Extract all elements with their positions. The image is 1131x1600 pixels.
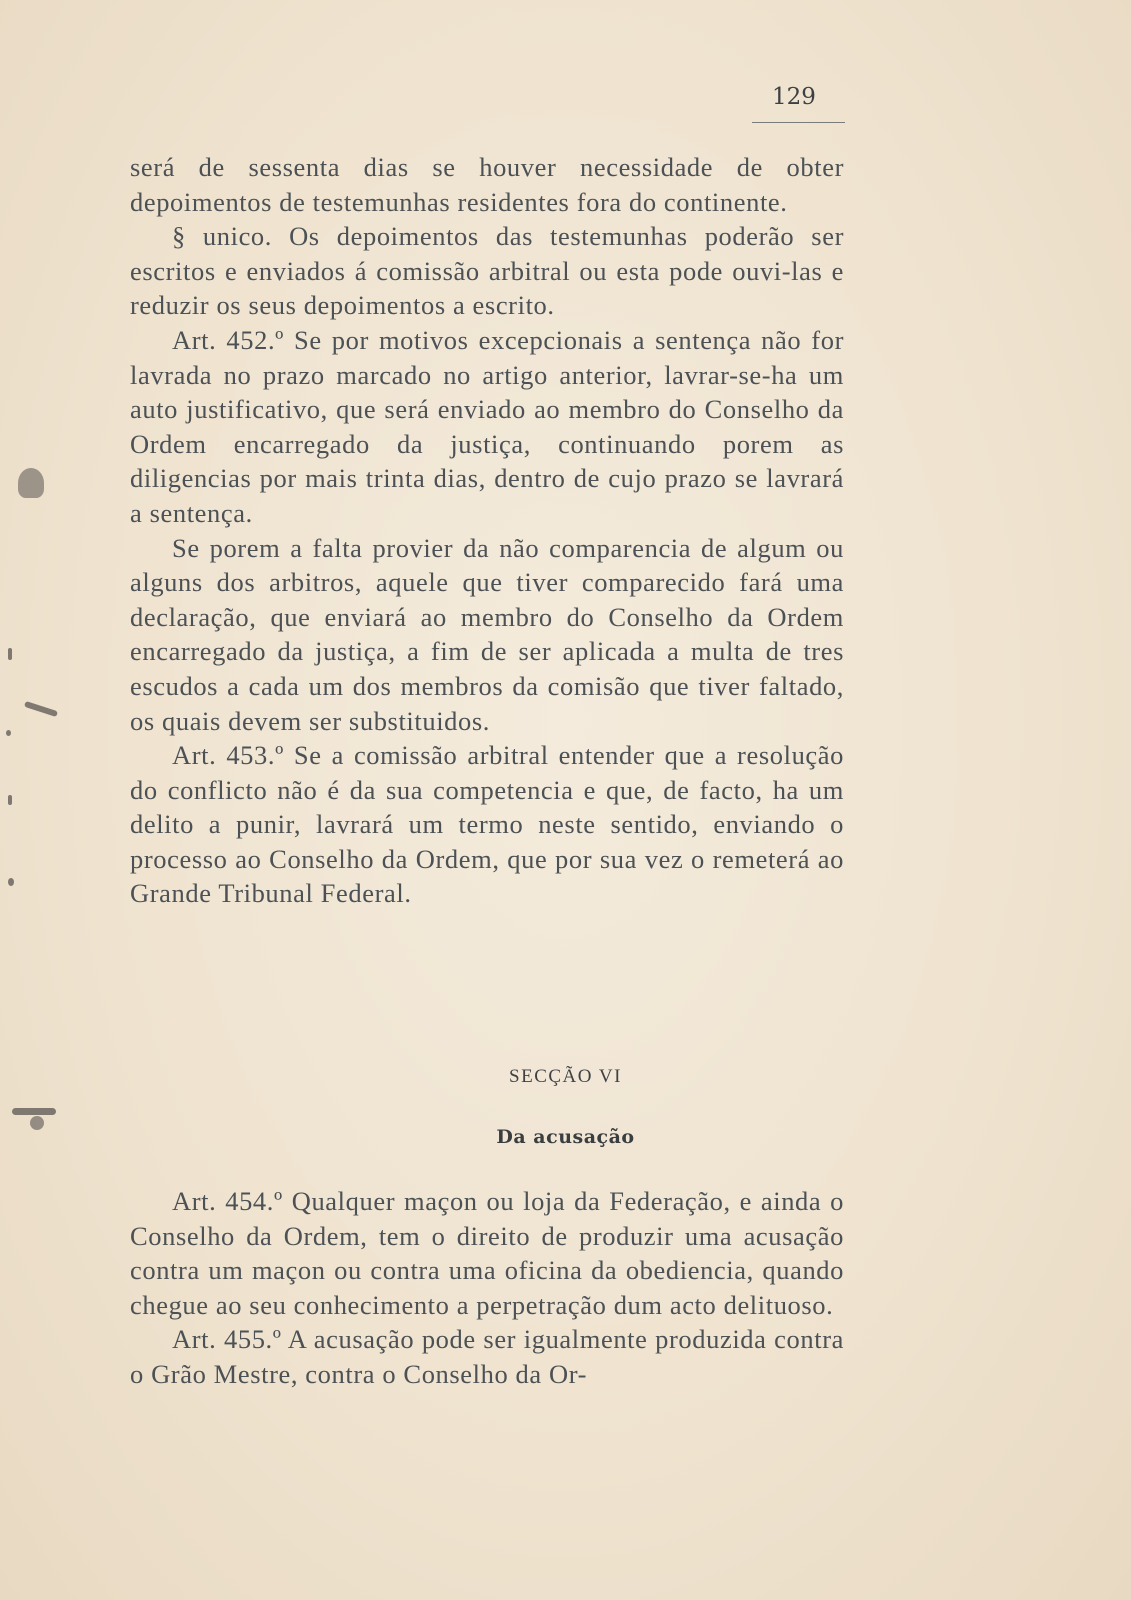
page-number-rule	[752, 122, 845, 123]
margin-mark	[18, 468, 44, 498]
paragraph-art-454: Art. 454.º Qualquer maçon ou loja da Federação, e ainda o Conselho da Ordem, tem o direito de produzir uma acusação contra um maçon ou contra uma oficina da obediencia, quando chegue ao seu conhecimento a perpetração dum acto delituoso.	[130, 1186, 844, 1320]
margin-mark	[30, 1116, 44, 1130]
paragraph-falta: Se porem a falta provier da não comparencia de algum ou alguns dos arbitros, aquele que tiver comparecido fará uma declaração, que enviará ao membro do Conselho da Ordem encarregado da justiça, a fim de ser aplicada a multa de tres escudos a cada um dos membros da comisão que tiver faltado, os quais devem ser substituidos.	[130, 532, 844, 736]
paragraph-art-453: Art. 453.º Se a comissão arbitral entender que a resolução do conflicto não é da sua competencia e que, de facto, ha um delito a punir, lavrará um termo neste sentido, enviando o processo ao Conselho da Ordem, que por sua vez o remeterá ao Grande Tribunal Federal.	[130, 740, 844, 909]
paragraph-art-455: Art. 455.º A acusação pode ser igualmente produzida contra o Grão Mestre, contra o Conselho da Or-	[130, 1324, 844, 1389]
margin-mark	[24, 701, 58, 717]
margin-mark	[12, 1108, 56, 1115]
section-subtitle: Da acusação	[496, 1126, 635, 1148]
body-text-bottom	[130, 1184, 844, 1392]
paragraph-continuation: será de sessenta dias se houver necessidade de obter depoimentos de testemunhas residentes fora do continente.	[130, 152, 844, 217]
body-text-top	[130, 150, 844, 911]
paragraph-art-452: Art. 452.º Se por motivos excepcionais a sentença não for lavrada no prazo marcado no artigo anterior, lavrar-se-ha um auto justificativo, que será enviado ao membro do Conselho da Ordem encarregado da justiça, continuando porem as diligencias por mais trinta dias, dentro de cujo prazo se lavrará a sentença.	[130, 324, 844, 528]
page-number: 129	[772, 84, 816, 110]
margin-mark	[8, 795, 12, 805]
section-title: SECÇÃO VI	[509, 1066, 622, 1087]
margin-mark	[8, 648, 12, 660]
margin-mark	[6, 730, 11, 736]
paragraph-unico: § unico. Os depoimentos das testemunhas poderão ser escritos e enviados á comissão arbitral ou esta pode ouvi-las e reduzir os seus depoimentos a escrito.	[130, 221, 844, 321]
margin-mark	[8, 878, 14, 886]
